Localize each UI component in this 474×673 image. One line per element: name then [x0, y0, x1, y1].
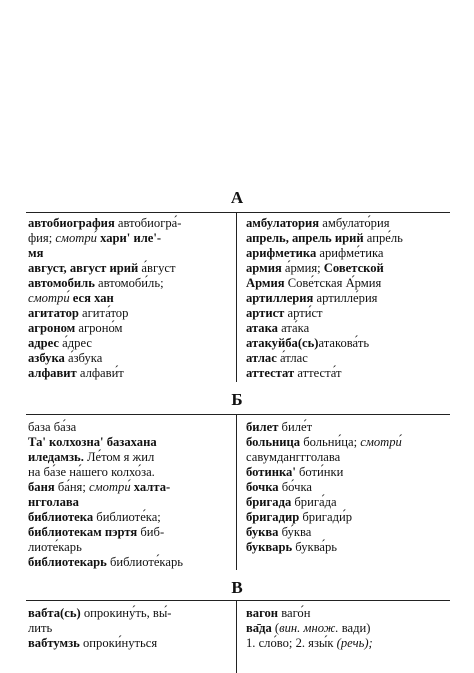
translation: артилле́рия: [313, 291, 378, 305]
dictionary-line: [246, 525, 458, 540]
dictionary-line: [28, 336, 232, 351]
translation: ба́ня;: [54, 480, 89, 494]
headword: Армия: [246, 276, 285, 290]
headword: алфавит: [28, 366, 77, 380]
translation: больни́ца;: [300, 435, 361, 449]
headword: бригада: [246, 495, 292, 509]
headword: билет: [246, 420, 279, 434]
headword: аттестат: [246, 366, 295, 380]
section-rule-a: [26, 212, 450, 213]
translation: агроно́м: [75, 321, 123, 335]
italic-note: (речь);: [336, 636, 373, 650]
translation: а́тлас: [276, 351, 308, 365]
headword: арифметика: [246, 246, 317, 260]
dictionary-line: [246, 276, 458, 291]
translation: бригади́р: [299, 510, 353, 524]
dictionary-line: [246, 420, 458, 435]
translation: алфави́т: [76, 366, 124, 380]
headword: атлас: [246, 351, 277, 365]
headword: Советской: [323, 261, 384, 275]
dictionary-line: [246, 261, 458, 276]
translation: бу́ква: [278, 525, 312, 539]
dictionary-line: [28, 525, 232, 540]
headword: библиотекам пэртя: [28, 525, 138, 539]
dictionary-line: [246, 231, 458, 246]
translation: атакова́ть: [318, 336, 370, 350]
dictionary-line: [28, 480, 232, 495]
headword: библиотека: [28, 510, 94, 524]
translation: а́дрес: [59, 336, 92, 350]
dictionary-line: [246, 435, 458, 450]
translation: опрокину́ть, вы́-: [80, 606, 172, 620]
italic-note: смотри́: [28, 291, 70, 305]
translation: лиоте́карь: [28, 540, 82, 554]
dictionary-line: [28, 216, 232, 231]
italic-note: смотри́: [55, 231, 97, 245]
dictionary-line: [28, 351, 232, 366]
translation: а́рмия;: [281, 261, 324, 275]
translation: библиоте́карь: [106, 555, 183, 569]
dictionary-line: [28, 435, 232, 450]
dictionary-line: [246, 246, 458, 261]
translation: боти́нки: [295, 465, 344, 479]
italic-note: вин. множ.: [279, 621, 339, 635]
headword: иледамзь.: [28, 450, 84, 464]
translation: а́вгуст: [138, 261, 176, 275]
translation: вади): [338, 621, 371, 635]
translation: а́збука: [64, 351, 103, 365]
section-letter-a: А: [230, 188, 244, 207]
headword: азбука: [28, 351, 65, 365]
dictionary-line: [28, 510, 232, 525]
headword: библиотекарь: [28, 555, 107, 569]
column-divider-b: [236, 414, 237, 570]
dictionary-line: [246, 336, 458, 351]
translation: лить: [28, 621, 53, 635]
column-divider-a: [236, 212, 237, 382]
headword: атакуйба(сь): [246, 336, 319, 350]
dictionary-line: [246, 321, 458, 336]
dictionary-line: [28, 606, 232, 621]
dictionary-line: [246, 216, 458, 231]
dictionary-line: [246, 495, 458, 510]
headword: буква: [246, 525, 279, 539]
translation: Ле́том я жил: [83, 450, 155, 464]
headword: вагон: [246, 606, 279, 620]
translation: 1. сло́во; 2. язы́к: [246, 636, 337, 650]
dictionary-line: [246, 621, 458, 636]
headword: артист: [246, 306, 285, 320]
dictionary-line: [28, 636, 232, 651]
dictionary-line: [28, 495, 232, 510]
dictionary-line: [28, 450, 232, 465]
column-left-a: [28, 216, 232, 381]
dictionary-line: [28, 306, 232, 321]
dictionary-line: [246, 291, 458, 306]
headword: бочка: [246, 480, 279, 494]
translation: брига́да: [291, 495, 337, 509]
dictionary-line: [28, 555, 232, 570]
translation: амбулато́рия: [319, 216, 390, 230]
italic-note: смотри́: [360, 435, 402, 449]
column-divider-v: [236, 600, 237, 673]
translation: библиоте́ка;: [93, 510, 161, 524]
dictionary-line: [28, 291, 232, 306]
column-right-b: [246, 420, 458, 555]
headword: амбулатория: [246, 216, 320, 230]
headword: баня: [28, 480, 55, 494]
dictionary-line: [28, 321, 232, 336]
translation: буква́рь: [292, 540, 338, 554]
translation: автомоби́ль;: [94, 276, 164, 290]
headword: бригадир: [246, 510, 300, 524]
dictionary-line: [246, 366, 458, 381]
translation: Сове́тская А́рмия: [284, 276, 382, 290]
section-letter-v: В: [231, 578, 243, 597]
section-rule-v: [26, 600, 450, 601]
headword: вабта(сь): [28, 606, 81, 620]
column-left-v: [28, 606, 232, 651]
headword: нгголава: [28, 495, 79, 509]
translation: автобиогра́-: [114, 216, 182, 230]
dictionary-line: [28, 261, 232, 276]
translation: ата́ка: [277, 321, 310, 335]
section-letter-b: Б: [231, 390, 243, 409]
translation: опроки́нуться: [79, 636, 158, 650]
headword: вабтумзь: [28, 636, 80, 650]
headword: еся хан: [69, 291, 114, 305]
headword: ботинка': [246, 465, 296, 479]
translation: база ба́за: [28, 420, 77, 434]
headword: халта-: [130, 480, 171, 494]
translation: биле́т: [278, 420, 313, 434]
headword: ва̄да: [246, 621, 272, 635]
headword: Та' колхозна' базахана: [28, 435, 157, 449]
dictionary-line: [246, 606, 458, 621]
headword: адрес: [28, 336, 60, 350]
headword: армия: [246, 261, 282, 275]
headword: апрель, апрель ирий: [246, 231, 364, 245]
headword: агроном: [28, 321, 76, 335]
headword: хари' иле'-: [96, 231, 162, 245]
translation: агита́тор: [78, 306, 129, 320]
dictionary-line: [246, 306, 458, 321]
headword: больница: [246, 435, 301, 449]
dictionary-line: [28, 540, 232, 555]
headword: атака: [246, 321, 278, 335]
dictionary-line: [28, 246, 232, 261]
dictionary-line: [28, 366, 232, 381]
translation: фия;: [28, 231, 56, 245]
dictionary-line: [246, 540, 458, 555]
dictionary-line: [28, 465, 232, 480]
headword: автомобиль: [28, 276, 95, 290]
column-right-v: [246, 606, 458, 651]
column-right-a: [246, 216, 458, 381]
column-left-b: [28, 420, 232, 570]
dictionary-line: [28, 231, 232, 246]
dictionary-line: [246, 450, 458, 465]
translation: савумданггголава: [246, 450, 341, 464]
section-rule-b: [26, 414, 450, 415]
dictionary-line: [246, 465, 458, 480]
headword: агитатор: [28, 306, 79, 320]
headword: букварь: [246, 540, 293, 554]
translation: ваго́н: [278, 606, 311, 620]
dictionary-line: [28, 420, 232, 435]
translation: (: [271, 621, 280, 635]
headword: август, август ирий: [28, 261, 139, 275]
headword: мя: [28, 246, 44, 260]
translation: арифме́тика: [316, 246, 384, 260]
translation: бо́чка: [278, 480, 312, 494]
translation: арти́ст: [284, 306, 323, 320]
dictionary-line: [246, 480, 458, 495]
translation: на ба́зе на́шего колхо́за.: [28, 465, 155, 479]
translation: аттеста́т: [294, 366, 342, 380]
dictionary-line: [246, 510, 458, 525]
translation: апре́ль: [363, 231, 403, 245]
headword: артиллерия: [246, 291, 314, 305]
italic-note: смотри́: [89, 480, 131, 494]
translation: биб-: [137, 525, 165, 539]
dictionary-line: [28, 276, 232, 291]
dictionary-line: [28, 621, 232, 636]
dictionary-line: [246, 351, 458, 366]
dictionary-line: [246, 636, 458, 651]
headword: автобиография: [28, 216, 115, 230]
